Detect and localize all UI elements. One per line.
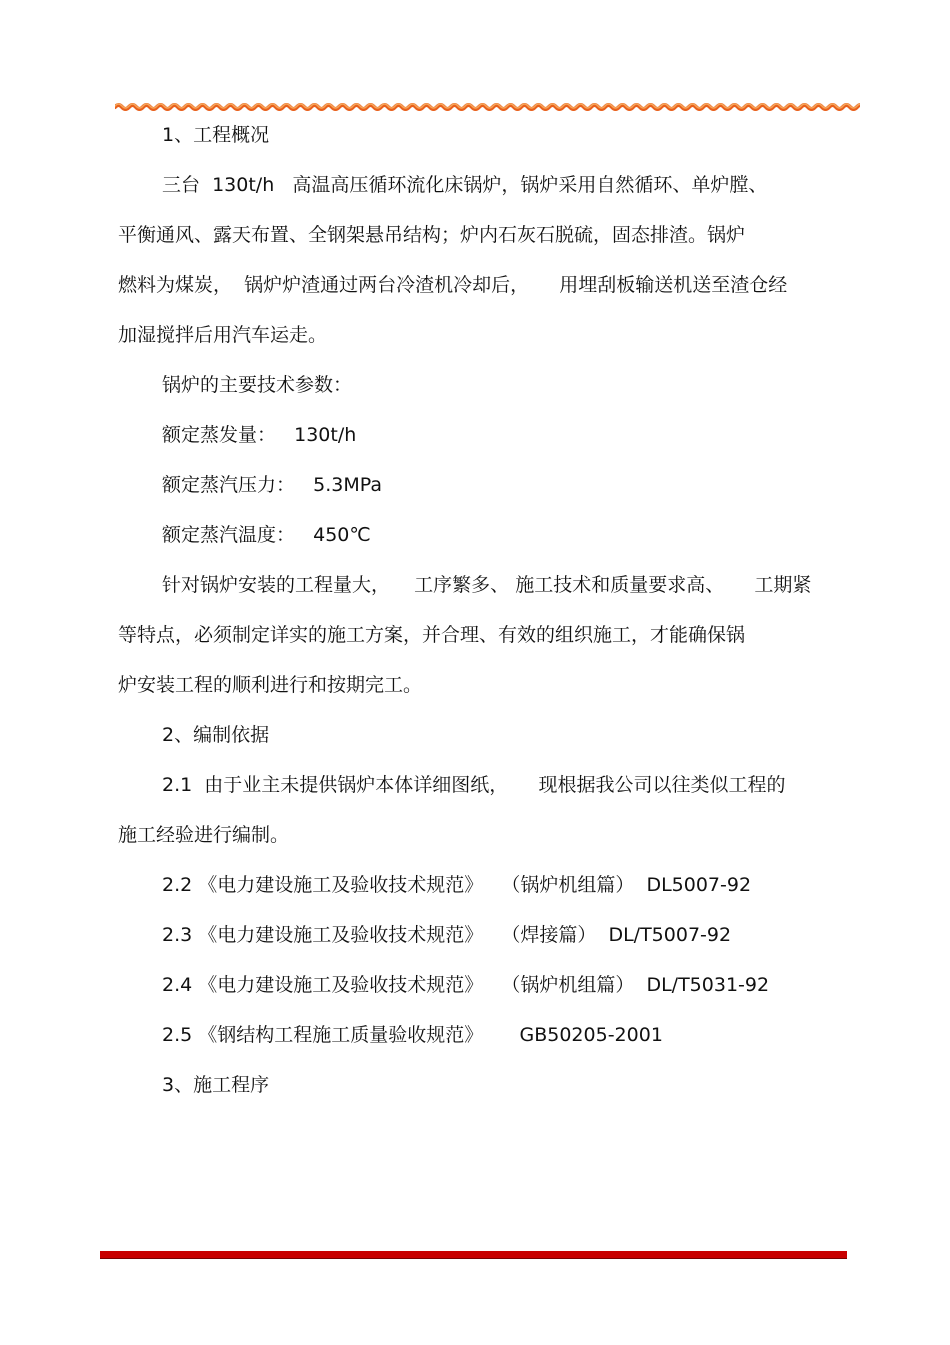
basis-item-2-4: 2.4 《电力建设施工及验收技术规范》 （锅炉机组篇） DL/T5031-92 [162, 974, 770, 996]
paragraph-line: 三台 130t/h 高温高压循环流化床锅炉，锅炉采用自然循环、单炉膛、 [162, 174, 768, 196]
section-heading-overview: 1、工程概况 [162, 124, 270, 146]
paragraph-line: 燃料为煤炭， 锅炉炉渣通过两台冷渣机冷却后， 用埋刮板输送机送至渣仓经 [118, 274, 788, 296]
param-pressure: 额定蒸汽压力： 5.3MPa [162, 474, 382, 496]
paragraph-line: 加湿搅拌后用汽车运走。 [118, 324, 328, 346]
param-evaporation: 额定蒸发量： 130t/h [162, 424, 357, 446]
paragraph-line: 平衡通风、露天布置、全钢架悬吊结构；炉内石灰石脱硫，固态排渣。锅炉 [118, 224, 746, 246]
header-wave-border [115, 98, 860, 116]
paragraph-line: 针对锅炉安装的工程量大， 工序繁多、 施工技术和质量要求高、 工期紧 [162, 574, 812, 596]
basis-item-2-3: 2.3 《电力建设施工及验收技术规范》 （焊接篇） DL/T5007-92 [162, 924, 732, 946]
basis-item-2-5: 2.5 《钢结构工程施工质量验收规范》 GB50205-2001 [162, 1024, 663, 1046]
paragraph-line: 炉安装工程的顺利进行和按期完工。 [118, 674, 423, 696]
basis-item-2-1: 2.1 由于业主未提供锅炉本体详细图纸， 现根据我公司以往类似工程的 [162, 774, 786, 796]
paragraph-line: 等特点，必须制定详实的施工方案，并合理、有效的组织施工，才能确保锅 [118, 624, 746, 646]
basis-item-2-1-cont: 施工经验进行编制。 [118, 824, 290, 846]
params-heading: 锅炉的主要技术参数： [162, 374, 353, 396]
footer-rule [100, 1251, 847, 1259]
section-heading-procedure: 3、施工程序 [162, 1074, 270, 1096]
basis-item-2-2: 2.2 《电力建设施工及验收技术规范》 （锅炉机组篇） DL5007-92 [162, 874, 752, 896]
param-temperature: 额定蒸汽温度： 450℃ [162, 524, 371, 546]
section-heading-basis: 2、编制依据 [162, 724, 270, 746]
